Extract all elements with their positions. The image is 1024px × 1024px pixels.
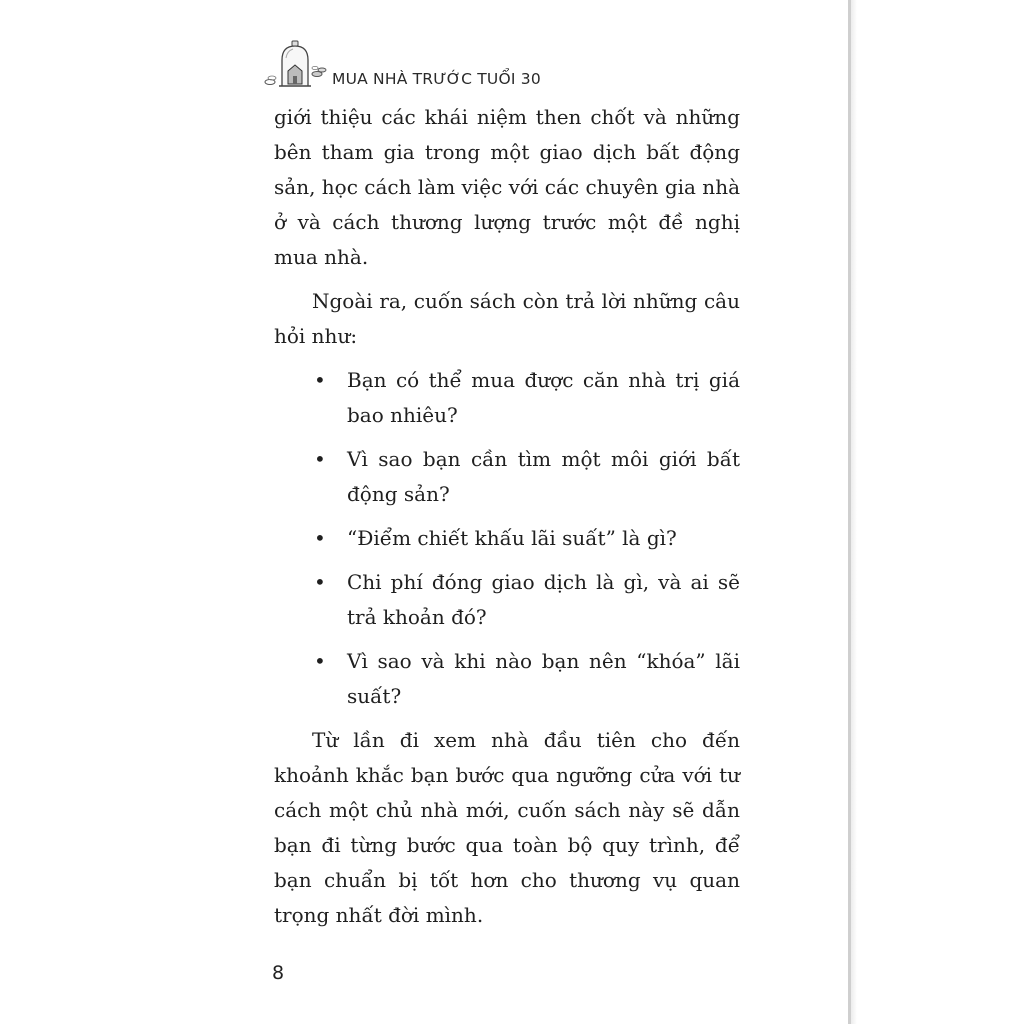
list-item-text: “Điểm chiết khấu lãi suất” là gì? [347, 526, 677, 550]
list-item-text: Bạn có thể mua được căn nhà trị giá bao nhiêu? [347, 368, 740, 427]
bullet-icon: • [314, 368, 326, 392]
bullet-icon: • [314, 447, 326, 471]
question-list [274, 363, 740, 714]
closing-paragraph: Từ lần đi xem nhà đầu tiên cho đến khoảnh khắc bạn bước qua ngưỡng cửa với tư cách một chủ nhà mới, cuốn sách này sẽ dẫn bạn đi từng bước qua toàn bộ quy trình, để bạn chuẩn bị tốt hơn cho thương vụ quan trọng nhất đời mình. [274, 728, 740, 927]
page-number: 8 [272, 962, 285, 984]
list-item [274, 442, 740, 512]
page-edge-shadow [851, 0, 857, 1024]
page-body [274, 100, 740, 933]
list-item [274, 363, 740, 433]
bullet-icon: • [314, 526, 326, 550]
list-item [274, 565, 740, 635]
list-item-text: Vì sao bạn cần tìm một môi giới bất động sản? [347, 447, 740, 506]
intro-paragraph: giới thiệu các khái niệm then chốt và những bên tham gia trong một giao dịch bất động sản, học cách làm việc với các chuyên gia nhà ở và cách thương lượng trước một đề nghị mua nhà. [274, 105, 740, 269]
house-in-bell-jar-icon [262, 38, 328, 92]
bullet-icon: • [314, 649, 326, 673]
running-title: MUA NHÀ TRƯỚC TUỔI 30 [332, 70, 541, 88]
list-item [274, 644, 740, 714]
list-item-text: Vì sao và khi nào bạn nên “khóa” lãi suất? [347, 649, 740, 708]
bullet-icon: • [314, 570, 326, 594]
list-item-text: Chi phí đóng giao dịch là gì, và ai sẽ trả khoản đó? [347, 570, 740, 629]
running-header [262, 38, 541, 92]
list-item [274, 521, 740, 556]
questions-lead-paragraph: Ngoài ra, cuốn sách còn trả lời những câu hỏi như: [274, 289, 740, 348]
